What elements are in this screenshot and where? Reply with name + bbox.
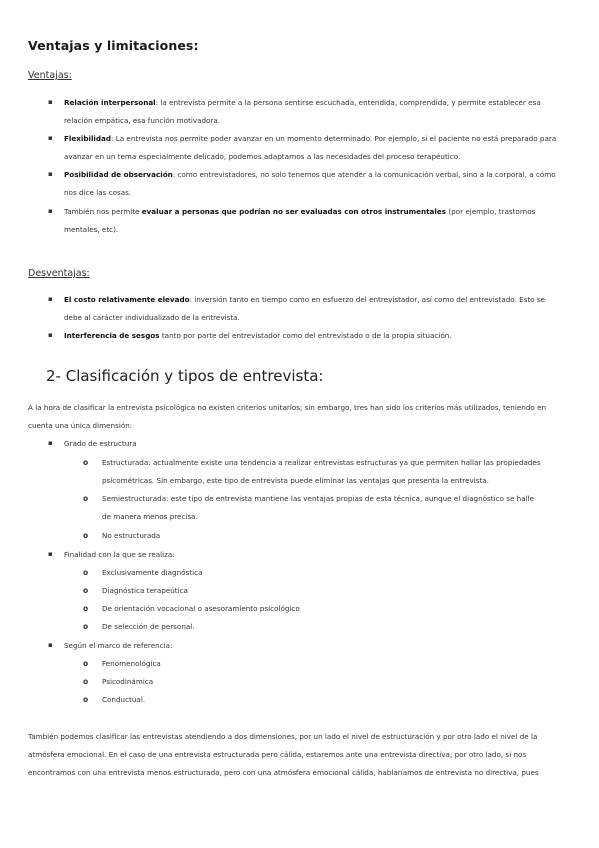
- item-text: Según el marco de referencia:: [64, 641, 173, 650]
- circle-bullet-icon: o: [83, 677, 89, 686]
- bullet-icon: ▪: [48, 207, 53, 215]
- item-text: (por ejemplo, trastornos mentales, etc).: [64, 207, 536, 234]
- sub-list-item: [83, 454, 544, 489]
- item-text: : como entrevistadores, no solo tenemos que atender a la comunicación verbal, sino a la corporal, a cómo nos dice las cosas.: [64, 170, 556, 197]
- list-item: [48, 546, 564, 564]
- list-item: [48, 637, 564, 655]
- circle-bullet-icon: o: [83, 659, 89, 668]
- bullet-icon: ▪: [48, 134, 53, 142]
- item-text: De selección de personal.: [102, 622, 195, 631]
- circle-bullet-icon: o: [83, 622, 89, 631]
- sub-list-item: [83, 673, 544, 691]
- sub-list-item: [83, 564, 544, 582]
- list-item: [48, 203, 564, 238]
- sub-list-item: [83, 527, 544, 545]
- item-text: Conductual.: [102, 695, 146, 704]
- list-item: [48, 327, 564, 345]
- sub-list-item: [83, 600, 544, 618]
- closing-paragraph: También podemos clasificar las entrevistas atendiendo a dos dimensiones, por un lado el nivel de estructuración y por otro lado el nivel de la atmósfera emocional. En el caso de una entrevista estructurada pero cálida, estaremos ante una entrevista directiva; por otro lado, si nos encontramos con una entrevista menos estructurada, pero con una atmósfera emocional cálida, hablaríamos de entrevista no directiva, pues: [28, 732, 539, 777]
- item-text: Diagnóstica terapeútica: [102, 586, 188, 595]
- circle-bullet-icon: o: [83, 494, 89, 503]
- item-text: También nos permite: [64, 207, 142, 216]
- item-term: Relación interpersonal: [64, 98, 156, 107]
- item-text: : inversión tanto en tiempo como en esfuerzo del entrevistador, así como del entrevistado. Esto se debe al carácter individualizado de la entrevista.: [64, 295, 546, 322]
- item-text: Psicodinámica: [102, 677, 154, 686]
- circle-bullet-icon: o: [83, 531, 89, 540]
- bullet-icon: ▪: [48, 295, 53, 303]
- sub-list-item: [83, 582, 544, 600]
- item-text: Semiestructurada: este tipo de entrevista mantiene las ventajas propias de esta técnica, aunque el diagnóstico se halle de manera menos precisa.: [102, 494, 535, 521]
- section-heading-2: 2- Clasificación y tipos de entrevista:: [46, 367, 324, 385]
- item-term: Flexibilidad: [64, 134, 112, 143]
- bullet-icon: ▪: [48, 439, 53, 447]
- intro-paragraph: A la hora de clasificar la entrevista psicológica no existen criterios unitarios; sin embargo, tres han sido los criterios más utilizados, teniendo en cuenta una única dimensión:: [28, 403, 547, 430]
- item-term: El costo relativamente elevado: [64, 295, 190, 304]
- list-item: [48, 435, 564, 453]
- item-text: Exclusivamente diagnóstica: [102, 568, 203, 577]
- desventajas-subheading: Desventajas:: [28, 268, 90, 279]
- item-text: : La entrevista nos permite poder avanzar en un momento determinado. Por ejemplo, si el paciente no está preparado para avanzar en un tema especialmente delicado, podemos adaptarnos a las necesidades del proceso terapéutico.: [64, 134, 557, 161]
- item-text: Estructurada: actualmente existe una tendencia a realizar entrevistas estructuras ya que permiten hallar las propiedades psicométricas. Sin embargo, este tipo de entrevista puede eliminar las ventajas que presenta la entrevista.: [102, 458, 541, 485]
- item-text: Fenomenológica: [102, 659, 161, 668]
- item-term: evaluar a personas que podrían no ser evaluadas con otros instrumentales: [141, 207, 447, 216]
- list-item: [48, 291, 564, 326]
- sub-list-item: [83, 655, 544, 673]
- item-term: Posibilidad de observación: [64, 170, 173, 179]
- list-item: [48, 94, 564, 129]
- list-item: [48, 166, 564, 201]
- sub-list-item: [83, 490, 544, 525]
- circle-bullet-icon: o: [83, 586, 89, 595]
- sub-list-item: [83, 691, 544, 709]
- item-text: tanto por parte del entrevistador como del entrevistado o de la propia situación.: [159, 331, 452, 340]
- bullet-icon: ▪: [48, 641, 53, 649]
- bullet-icon: ▪: [48, 170, 53, 178]
- ventajas-subheading: Ventajas:: [28, 70, 72, 81]
- circle-bullet-icon: o: [83, 568, 89, 577]
- item-text: De orientación vocacional o asesoramiento psicológico: [102, 604, 300, 613]
- bullet-icon: ▪: [48, 331, 53, 339]
- circle-bullet-icon: o: [83, 458, 89, 467]
- item-text: Grado de estructura: [64, 439, 137, 448]
- bullet-icon: ▪: [48, 550, 53, 558]
- bullet-icon: ▪: [48, 98, 53, 106]
- item-text: : la entrevista permite a la persona sentirse escuchada, entendida, comprendida, y permite establecer esa relación empática, esa función motivadora.: [64, 98, 541, 125]
- section-heading: Ventajas y limitaciones:: [28, 38, 199, 53]
- item-text: No estructurada: [102, 531, 161, 540]
- circle-bullet-icon: o: [83, 695, 89, 704]
- sub-list-item: [83, 618, 544, 636]
- circle-bullet-icon: o: [83, 604, 89, 613]
- item-term: Interferencia de sesgos: [64, 331, 160, 340]
- item-text: Finalidad con la que se realiza:: [64, 550, 175, 559]
- list-item: [48, 130, 564, 165]
